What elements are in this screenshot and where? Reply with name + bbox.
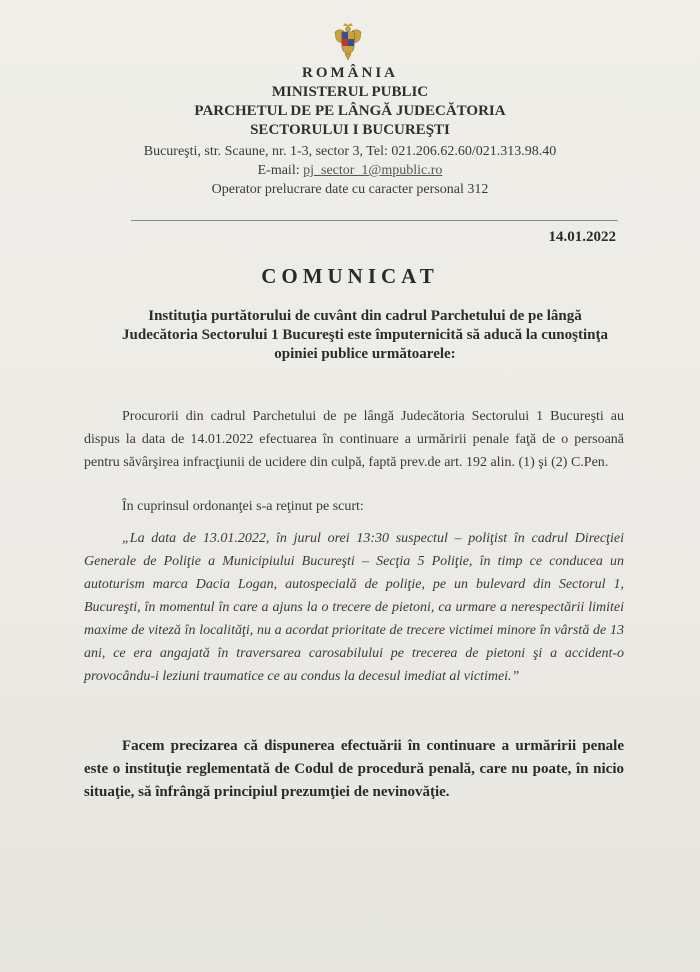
letterhead [0,64,700,199]
header-divider [131,220,618,221]
body-paragraph-1: Procurorii din cadrul Parchetului de pe lângă Judecătoria Sectorului 1 Bucureşti au dispus la data de 14.01.2022 efectuarea în continuare a urmăririi penale faţă de o persoană pentru săvârşirea infracţiunii de ucidere din culpă, faptă prev.de art. 192 alin. (1) şi (2) C.Pen. [84,409,624,470]
document-date: 14.01.2022 [548,229,616,245]
email-label: E-mail: [257,163,304,178]
body-paragraph-2: În cuprinsul ordonanţei s-a reţinut pe scurt: [122,499,364,514]
email-link[interactable]: pj_sector_1@mpublic.ro [303,163,443,178]
coat-of-arms-icon [333,22,363,62]
ordinance-quote: „La data de 13.01.2022, în jurul orei 13:30 suspectul – poliţist în cadrul Direcţiei Generale de Poliţie a Municipiului Bucureşti – Secţia 5 Poliţie, în timp ce conducea un autoturism marca Dacia Logan, autospecială de poliţie, pe un bulevard din Sectorul 1, Bucureşti, în momentul în care a ajuns la o trecere de pietoni, ca urmare a nerespectării limitei maxime de viteză în localităţi, nu a acordat prioritate de trecere victimei minore în vârstă de 13 ani, ce era angajată în traversarea carosabilului pe trecerea de pietoni şi a accident-o provocându-i leziuni traumatice ce au condus la decesul imediat al victimei.” [84,531,624,684]
office-address: Bucureşti, str. Scaune, nr. 1-3, sector 3, Tel: 021.206.62.60/021.313.98.40 [143,144,557,159]
email-line [0,161,700,180]
country-name: ROMÂNIA [302,65,398,81]
intro-statement: Instituţia purtătorului de cuvânt din cadrul Parchetului de pe lângă Judecătoria Sectorului 1 Bucureşti este împuternicită să aducă la cunoştinţa opiniei publice următoarele: [122,308,608,362]
office-name-line1: PARCHETUL DE PE LÂNGĂ JUDECĂTORIA [194,103,506,119]
ministry-name: MINISTERUL PUBLIC [271,84,429,100]
data-operator-line: Operator prelucrare date cu caracter personal 312 [211,182,489,197]
closing-statement: Facem precizarea că dispunerea efectuării în continuare a urmăririi penale este o instituţie reglementată de Codul de procedură penală, care nu poate, în nicio situaţie, să înfrângă principiul prezumţiei de nevinovăţie. [84,738,624,800]
document-title: COMUNICAT [261,264,439,288]
office-name-line2: SECTORULUI I BUCUREŞTI [250,122,450,138]
